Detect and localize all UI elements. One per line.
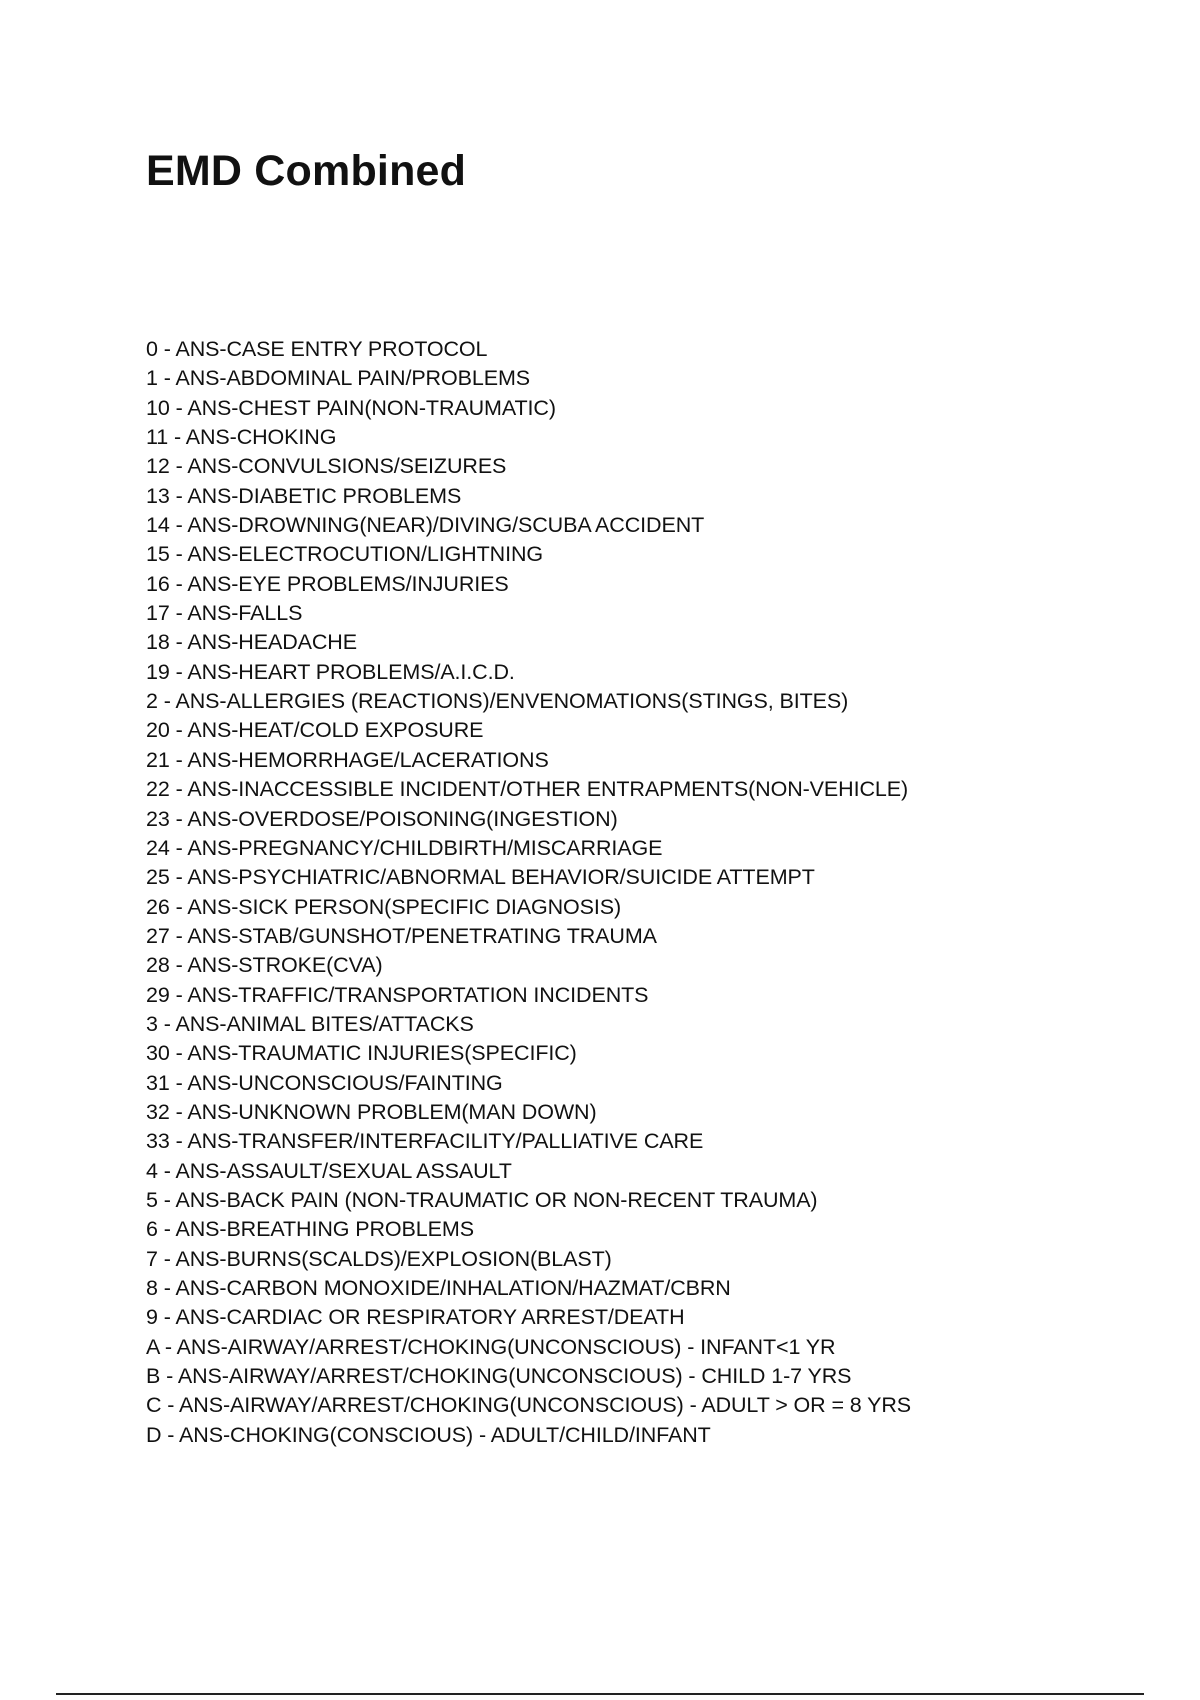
list-item: 20 - ANS-HEAT/COLD EXPOSURE (146, 718, 484, 743)
list-item: 11 - ANS-CHOKING (146, 425, 337, 450)
list-item: C - ANS-AIRWAY/ARREST/CHOKING(UNCONSCIOUS) - ADULT > OR = 8 YRS (146, 1393, 912, 1418)
list-item: B - ANS-AIRWAY/ARREST/CHOKING(UNCONSCIOUS) - CHILD 1-7 YRS (146, 1364, 852, 1389)
list-item: 33 - ANS-TRANSFER/INTERFACILITY/PALLIATIVE CARE (146, 1129, 704, 1154)
list-item: 27 - ANS-STAB/GUNSHOT/PENETRATING TRAUMA (146, 923, 657, 948)
list-item: 29 - ANS-TRAFFIC/TRANSPORTATION INCIDENTS (146, 982, 649, 1007)
list-item: 7 - ANS-BURNS(SCALDS)/EXPLOSION(BLAST) (146, 1246, 612, 1271)
list-item: 0 - ANS-CASE ENTRY PROTOCOL (146, 337, 488, 361)
list-item: 19 - ANS-HEART PROBLEMS/A.I.C.D. (146, 659, 515, 684)
list-item: 1 - ANS-ABDOMINAL PAIN/PROBLEMS (146, 366, 530, 391)
list-item: 9 - ANS-CARDIAC OR RESPIRATORY ARREST/DEATH (146, 1305, 685, 1330)
list-item: 31 - ANS-UNCONSCIOUS/FAINTING (146, 1070, 503, 1095)
list-item: 18 - ANS-HEADACHE (146, 630, 357, 655)
list-item: 10 - ANS-CHEST PAIN(NON-TRAUMATIC) (146, 395, 556, 420)
list-item: 21 - ANS-HEMORRHAGE/LACERATIONS (146, 747, 549, 772)
list-item: 3 - ANS-ANIMAL BITES/ATTACKS (146, 1011, 474, 1036)
footer-divider (56, 1693, 1144, 1695)
list-item: 14 - ANS-DROWNING(NEAR)/DIVING/SCUBA ACCIDENT (146, 513, 705, 538)
list-item: 6 - ANS-BREATHING PROBLEMS (146, 1217, 474, 1242)
list-item: 8 - ANS-CARBON MONOXIDE/INHALATION/HAZMAT/CBRN (146, 1276, 731, 1300)
list-item: 25 - ANS-PSYCHIATRIC/ABNORMAL BEHAVIOR/SUICIDE ATTEMPT (146, 865, 815, 890)
list-item: A - ANS-AIRWAY/ARREST/CHOKING(UNCONSCIOUS) - INFANT<1 YR (146, 1334, 836, 1359)
protocol-list (146, 335, 911, 1450)
list-item: 2 - ANS-ALLERGIES (REACTIONS)/ENVENOMATIONS(STINGS, BITES) (146, 689, 849, 714)
list-item: 15 - ANS-ELECTROCUTION/LIGHTNING (146, 542, 543, 567)
list-item: 5 - ANS-BACK PAIN (NON-TRAUMATIC OR NON-RECENT TRAUMA) (146, 1187, 818, 1212)
list-item: 17 - ANS-FALLS (146, 601, 303, 626)
list-item: 30 - ANS-TRAUMATIC INJURIES(SPECIFIC) (146, 1041, 577, 1066)
list-item: 28 - ANS-STROKE(CVA) (146, 953, 383, 978)
list-item: 13 - ANS-DIABETIC PROBLEMS (146, 483, 462, 508)
list-item: 23 - ANS-OVERDOSE/POISONING(INGESTION) (146, 806, 618, 831)
list-item: D - ANS-CHOKING(CONSCIOUS) - ADULT/CHILD/INFANT (146, 1422, 711, 1447)
list-item: 16 - ANS-EYE PROBLEMS/INJURIES (146, 571, 509, 596)
list-item: 26 - ANS-SICK PERSON(SPECIFIC DIAGNOSIS) (146, 894, 622, 919)
page-title: EMD Combined (146, 147, 467, 195)
list-item: 4 - ANS-ASSAULT/SEXUAL ASSAULT (146, 1158, 512, 1183)
list-item: 24 - ANS-PREGNANCY/CHILDBIRTH/MISCARRIAGE (146, 835, 663, 860)
list-item: 32 - ANS-UNKNOWN PROBLEM(MAN DOWN) (146, 1099, 597, 1124)
list-item: 12 - ANS-CONVULSIONS/SEIZURES (146, 454, 507, 479)
list-item: 22 - ANS-INACCESSIBLE INCIDENT/OTHER ENTRAPMENTS(NON-VEHICLE) (146, 777, 909, 802)
